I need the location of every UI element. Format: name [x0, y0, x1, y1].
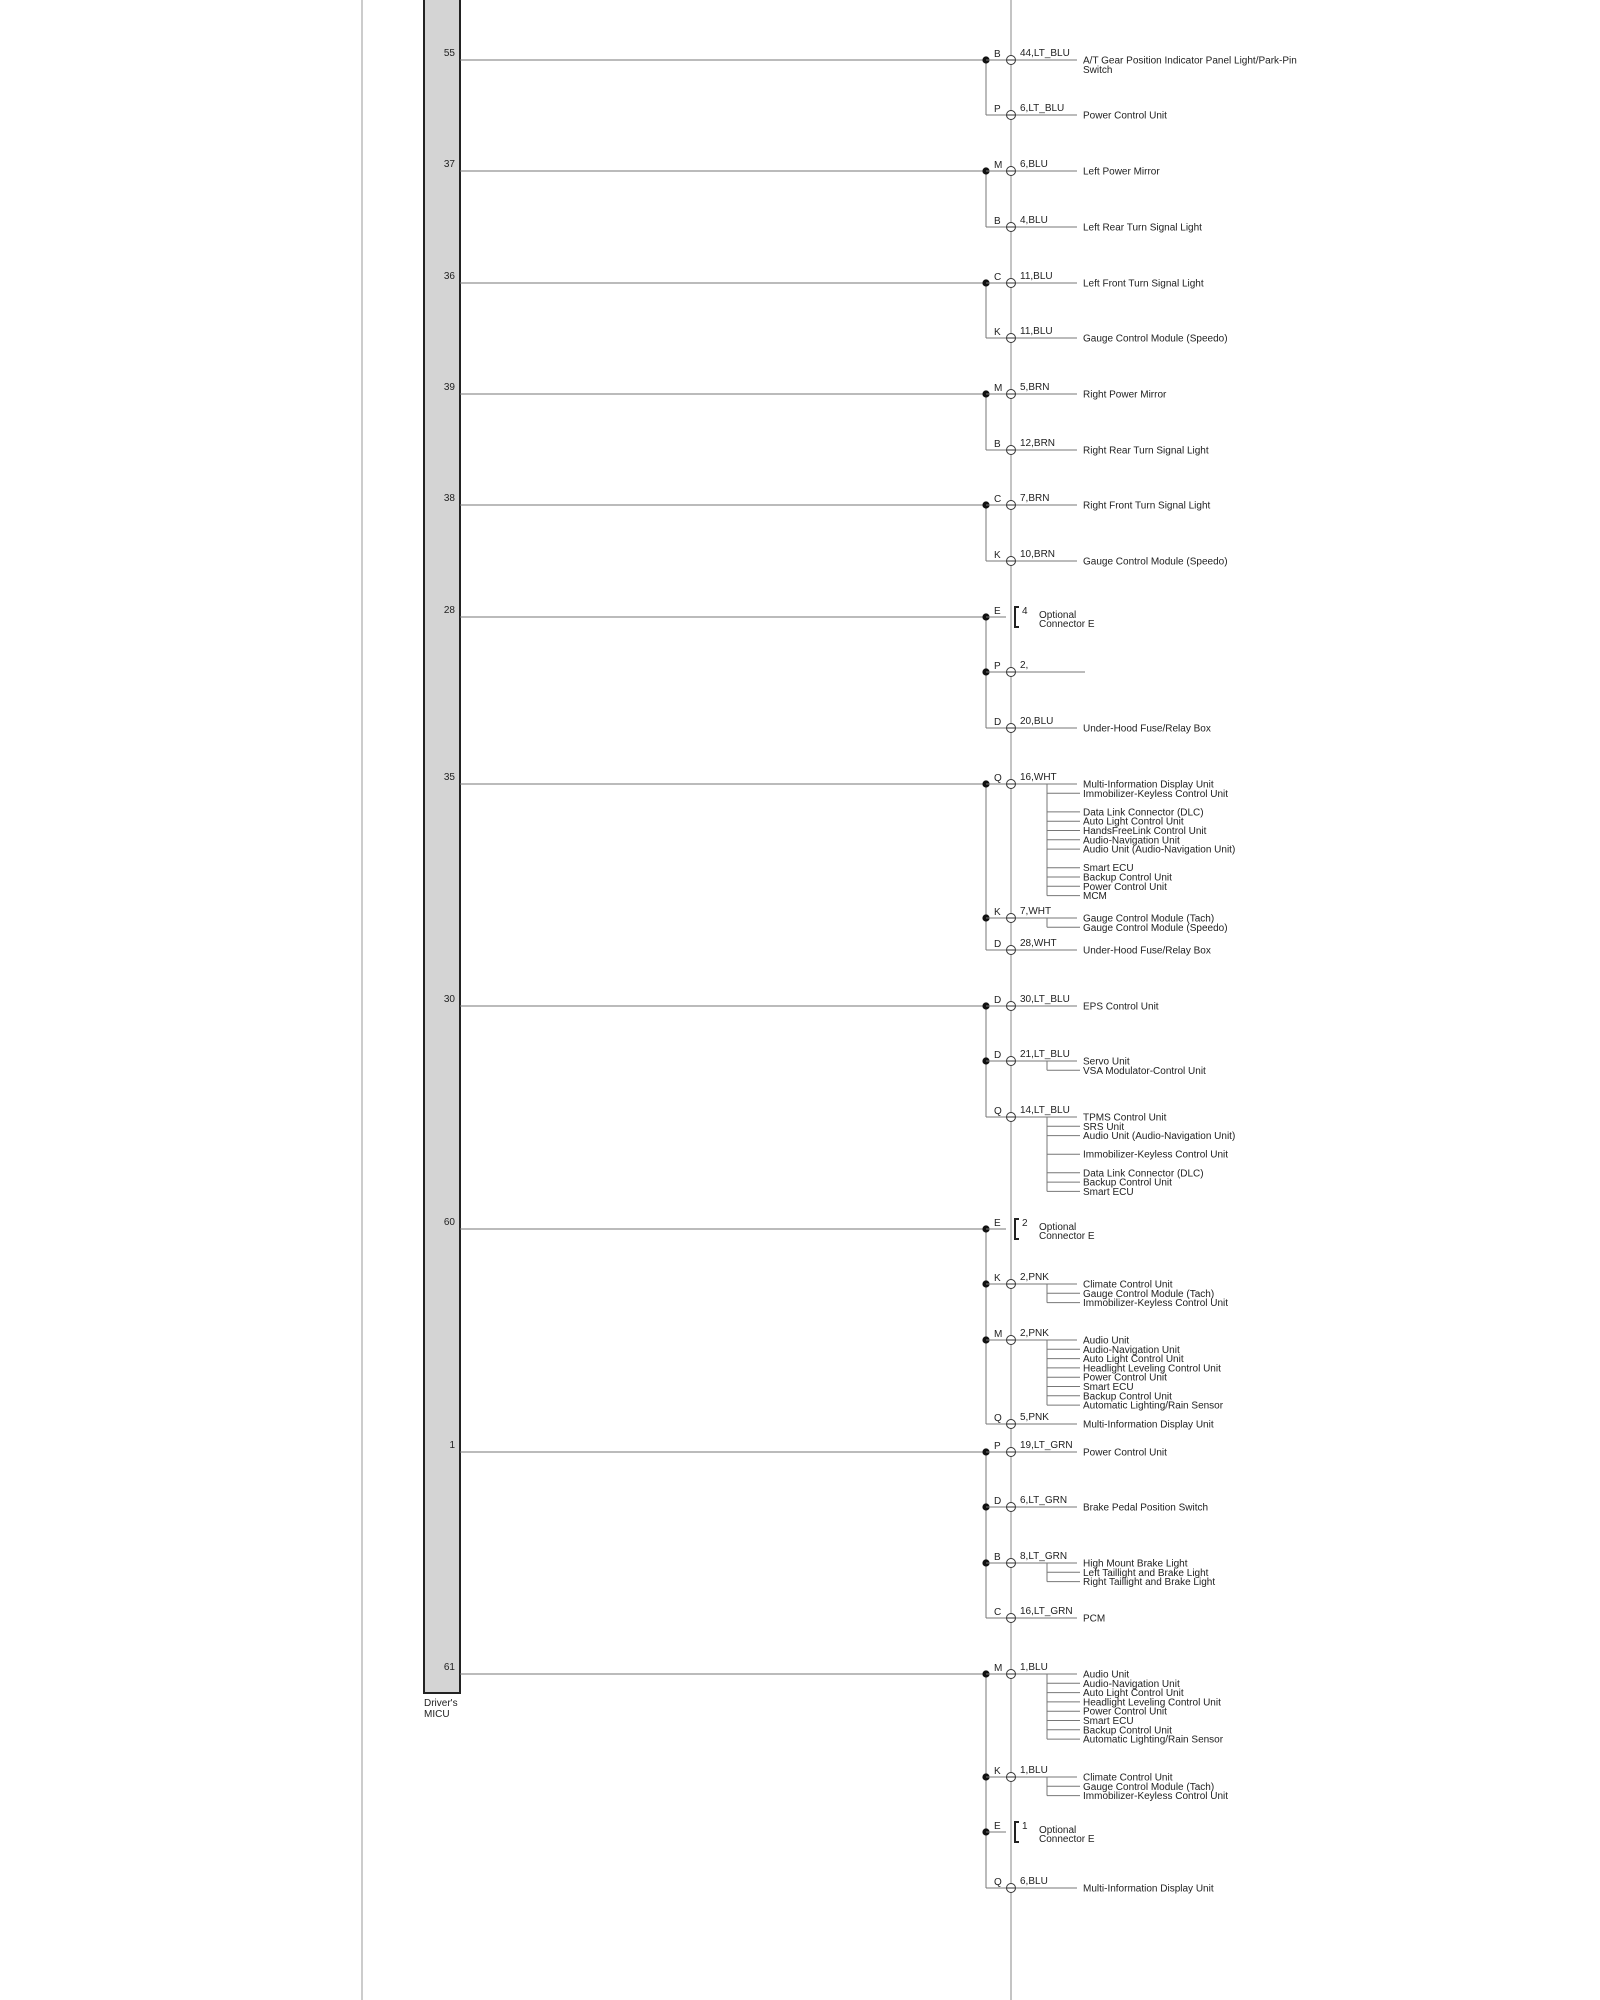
micu-pin-number: 38 [443, 493, 455, 504]
circuit-group [444, 772, 1235, 957]
destination-label: Backup Control Unit [1083, 1177, 1172, 1189]
destination-label: Right Rear Turn Signal Light [1083, 445, 1209, 457]
wire-label: 44,LT_BLU [1020, 48, 1070, 59]
optional-bracket [1015, 1822, 1019, 1842]
connector-letter: K [994, 327, 1001, 338]
destination-label: Audio-Navigation Unit [1083, 1678, 1180, 1690]
destination-label: Audio-Navigation Unit [1083, 835, 1180, 847]
destination-label: Right Taillight and Brake Light [1083, 1577, 1216, 1589]
optional-bracket [1015, 1219, 1019, 1239]
destination-label: Auto Light Control Unit [1083, 1688, 1184, 1700]
destination-label: Immobilizer-Keyless Control Unit [1083, 1791, 1229, 1803]
connector-letter: D [994, 939, 1002, 950]
destination-label: Auto Light Control Unit [1083, 816, 1184, 828]
destination-label: MCM [1083, 891, 1107, 903]
destination-label: Power Control Unit [1083, 1706, 1167, 1718]
optional-pin-number: 4 [1022, 606, 1028, 617]
destination-label: Data Link Connector (DLC) [1083, 807, 1204, 819]
destination-label: Gauge Control Module (Speedo) [1083, 922, 1228, 934]
destination-label: Immobilizer-Keyless Control Unit [1083, 788, 1229, 800]
micu-pin-number: 28 [443, 605, 455, 616]
optional-connector-label: Connector E [1039, 1834, 1095, 1845]
connector-letter: C [994, 494, 1002, 505]
destination-label: Climate Control Unit [1083, 1772, 1173, 1784]
connector-letter: Q [994, 1106, 1002, 1117]
destination-label: Under-Hood Fuse/Relay Box [1083, 945, 1211, 957]
destination-label: SRS Unit [1083, 1121, 1125, 1133]
optional-label: Optional [1039, 1825, 1077, 1836]
destination-label: Multi-Information Display Unit [1083, 779, 1214, 791]
wire-label: 28,WHT [1020, 938, 1057, 949]
circuit-group [444, 994, 1235, 1198]
destination-label: Gauge Control Module (Tach) [1083, 913, 1215, 925]
wire-label: 6,LT_GRN [1020, 1495, 1068, 1506]
connector-letter: D [994, 1050, 1002, 1061]
connector-letter: D [994, 717, 1002, 728]
connector-letter: C [994, 272, 1002, 283]
circuit-group [444, 159, 1202, 234]
optional-pin-number: 2 [1022, 1218, 1028, 1229]
wire-label: 14,LT_BLU [1020, 1105, 1070, 1116]
connector-letter: P [994, 661, 1001, 672]
optional-label: Optional [1039, 1222, 1077, 1233]
wire-label: 16,LT_GRN [1020, 1606, 1073, 1617]
destination-label: PCM [1083, 1613, 1106, 1625]
destination-label: Auto Light Control Unit [1083, 1354, 1184, 1366]
destination-label: TPMS Control Unit [1083, 1112, 1167, 1124]
wire-label: 2,PNK [1020, 1328, 1049, 1339]
destination-label: Under-Hood Fuse/Relay Box [1083, 723, 1211, 735]
destination-label: Smart ECU [1083, 1186, 1134, 1198]
connector-letter: B [994, 1552, 1001, 1563]
destination-label: Servo Unit [1083, 1056, 1130, 1068]
connector-letter: P [994, 104, 1001, 115]
destination-label: Left Power Mirror [1083, 166, 1160, 178]
destination-label: Gauge Control Module (Speedo) [1083, 333, 1228, 345]
optional-pin-number: 1 [1022, 1821, 1028, 1832]
destination-label: HandsFreeLink Control Unit [1083, 826, 1207, 837]
destination-label: Automatic Lighting/Rain Sensor [1083, 1734, 1224, 1746]
destination-label: Switch [1083, 64, 1113, 76]
connector-letter: P [994, 1441, 1001, 1452]
destination-label: Audio Unit [1083, 1669, 1130, 1681]
destination-label: Power Control Unit [1083, 881, 1167, 893]
destination-label: Automatic Lighting/Rain Sensor [1083, 1400, 1224, 1412]
destination-label: Audio Unit (Audio-Navigation Unit) [1083, 1131, 1236, 1143]
optional-connector-label: Connector E [1039, 619, 1095, 630]
wire-label: 7,BRN [1020, 493, 1050, 504]
connector-letter: C [994, 1607, 1002, 1618]
micu-pin-number: 36 [443, 271, 455, 282]
connector-letter: E [994, 606, 1001, 617]
wire-label: 1,BLU [1020, 1662, 1048, 1673]
circuit-group [444, 48, 1297, 122]
connector-letter: Q [994, 1413, 1002, 1424]
wire-label: 4,BLU [1020, 215, 1048, 226]
micu-pin-number: 61 [443, 1662, 455, 1673]
destination-label: Right Front Turn Signal Light [1083, 500, 1211, 512]
destination-label: Backup Control Unit [1083, 872, 1172, 884]
micu-pin-number: 39 [443, 382, 455, 393]
circuit-group [444, 1662, 1228, 1895]
destination-label: Headlight Leveling Control Unit [1083, 1363, 1221, 1375]
wire-label: 12,BRN [1020, 438, 1056, 449]
wire-label: 5,PNK [1020, 1412, 1049, 1423]
connector-letter: M [994, 1663, 1003, 1674]
unit-name-line1: Driver's [424, 1698, 458, 1709]
destination-label: EPS Control Unit [1083, 1001, 1159, 1013]
wire-label: 11,BLU [1020, 326, 1053, 337]
destination-label: Right Power Mirror [1083, 389, 1167, 401]
destination-label: Gauge Control Module (Tach) [1083, 1288, 1215, 1300]
optional-bracket [1015, 607, 1019, 627]
wire-label: 1,BLU [1020, 1765, 1048, 1776]
destination-label: Power Control Unit [1083, 110, 1167, 122]
connector-letter: Q [994, 1877, 1002, 1888]
destination-label: A/T Gear Position Indicator Panel Light/Park-Pin [1083, 55, 1297, 67]
wire-label: 10,BRN [1020, 549, 1056, 560]
connector-letter: E [994, 1218, 1001, 1229]
destination-label: Audio Unit (Audio-Navigation Unit) [1083, 844, 1236, 856]
destination-label: Immobilizer-Keyless Control Unit [1083, 1149, 1229, 1161]
connector-letter: M [994, 383, 1003, 394]
destination-label: Immobilizer-Keyless Control Unit [1083, 1298, 1229, 1310]
connector-letter: K [994, 550, 1001, 561]
destination-label: Gauge Control Module (Speedo) [1083, 556, 1228, 568]
circuit-groups [444, 48, 1297, 1895]
wire-label: 30,LT_BLU [1020, 994, 1070, 1005]
circuit-group [449, 1440, 1215, 1625]
circuit-group [444, 1217, 1228, 1431]
connector-letter: B [994, 439, 1001, 450]
destination-label: Audio-Navigation Unit [1083, 1344, 1180, 1356]
destination-label: Data Link Connector (DLC) [1083, 1168, 1204, 1180]
optional-connector-label: Connector E [1039, 1231, 1095, 1242]
connector-letter: K [994, 907, 1001, 918]
connector-letter: D [994, 995, 1002, 1006]
destination-label: Left Taillight and Brake Light [1083, 1567, 1209, 1579]
micu-pin-number: 30 [443, 994, 455, 1005]
destination-label: VSA Modulator-Control Unit [1083, 1065, 1206, 1077]
destination-label: Audio Unit [1083, 1335, 1130, 1347]
connector-letter: M [994, 160, 1003, 171]
wire-label: 2,PNK [1020, 1272, 1049, 1283]
connector-letter: B [994, 49, 1001, 60]
wire-label: 7,WHT [1020, 906, 1052, 917]
destination-label: High Mount Brake Light [1083, 1558, 1188, 1570]
circuit-group [444, 493, 1228, 568]
micu-pin-number: 55 [443, 48, 455, 59]
destination-label: Left Front Turn Signal Light [1083, 278, 1204, 290]
wire-label: 6,BLU [1020, 1876, 1048, 1887]
destination-label: Smart ECU [1083, 1382, 1134, 1393]
destination-label: Backup Control Unit [1083, 1725, 1172, 1737]
circuit-group [444, 271, 1228, 345]
connector-letter: D [994, 1496, 1002, 1507]
connector-letter: B [994, 216, 1001, 227]
circuit-group [444, 382, 1209, 457]
wire-label: 16,WHT [1020, 772, 1057, 783]
connector-letter: M [994, 1329, 1003, 1340]
destination-label: Multi-Information Display Unit [1083, 1883, 1214, 1895]
destination-label: Left Rear Turn Signal Light [1083, 222, 1202, 234]
micu-pin-number: 1 [449, 1440, 455, 1451]
destination-label: Power Control Unit [1083, 1372, 1167, 1384]
micu-pin-number: 37 [443, 159, 455, 170]
diagram-frame [362, 0, 1011, 2000]
destination-label: Power Control Unit [1083, 1447, 1167, 1459]
destination-label: Smart ECU [1083, 863, 1134, 875]
optional-label: Optional [1039, 610, 1077, 621]
connector-letter: K [994, 1766, 1001, 1777]
wire-label: 2, [1020, 660, 1029, 671]
unit-name-line2: MICU [424, 1709, 450, 1720]
destination-label: Smart ECU [1083, 1716, 1134, 1727]
wire-label: 6,BLU [1020, 159, 1048, 170]
wire-label: 8,LT_GRN [1020, 1551, 1068, 1562]
wire-label: 19,LT_GRN [1020, 1440, 1073, 1451]
destination-label: Gauge Control Module (Tach) [1083, 1781, 1215, 1793]
micu-pin-number: 60 [443, 1217, 455, 1228]
wire-label: 21,LT_BLU [1020, 1049, 1070, 1060]
destination-label: Climate Control Unit [1083, 1279, 1173, 1291]
wire-label: 5,BRN [1020, 382, 1050, 393]
destination-label: Backup Control Unit [1083, 1391, 1172, 1403]
wire-label: 20,BLU [1020, 716, 1054, 727]
circuit-group [444, 605, 1211, 735]
destination-label: Headlight Leveling Control Unit [1083, 1697, 1221, 1709]
wire-label: 11,BLU [1020, 271, 1053, 282]
destination-label: Multi-Information Display Unit [1083, 1419, 1214, 1431]
connector-letter: Q [994, 773, 1002, 784]
micu-pin-number: 35 [443, 772, 455, 783]
destination-label: Brake Pedal Position Switch [1083, 1502, 1209, 1514]
connector-letter: K [994, 1273, 1001, 1284]
connector-letter: E [994, 1821, 1001, 1832]
wire-label: 6,LT_BLU [1020, 103, 1065, 114]
